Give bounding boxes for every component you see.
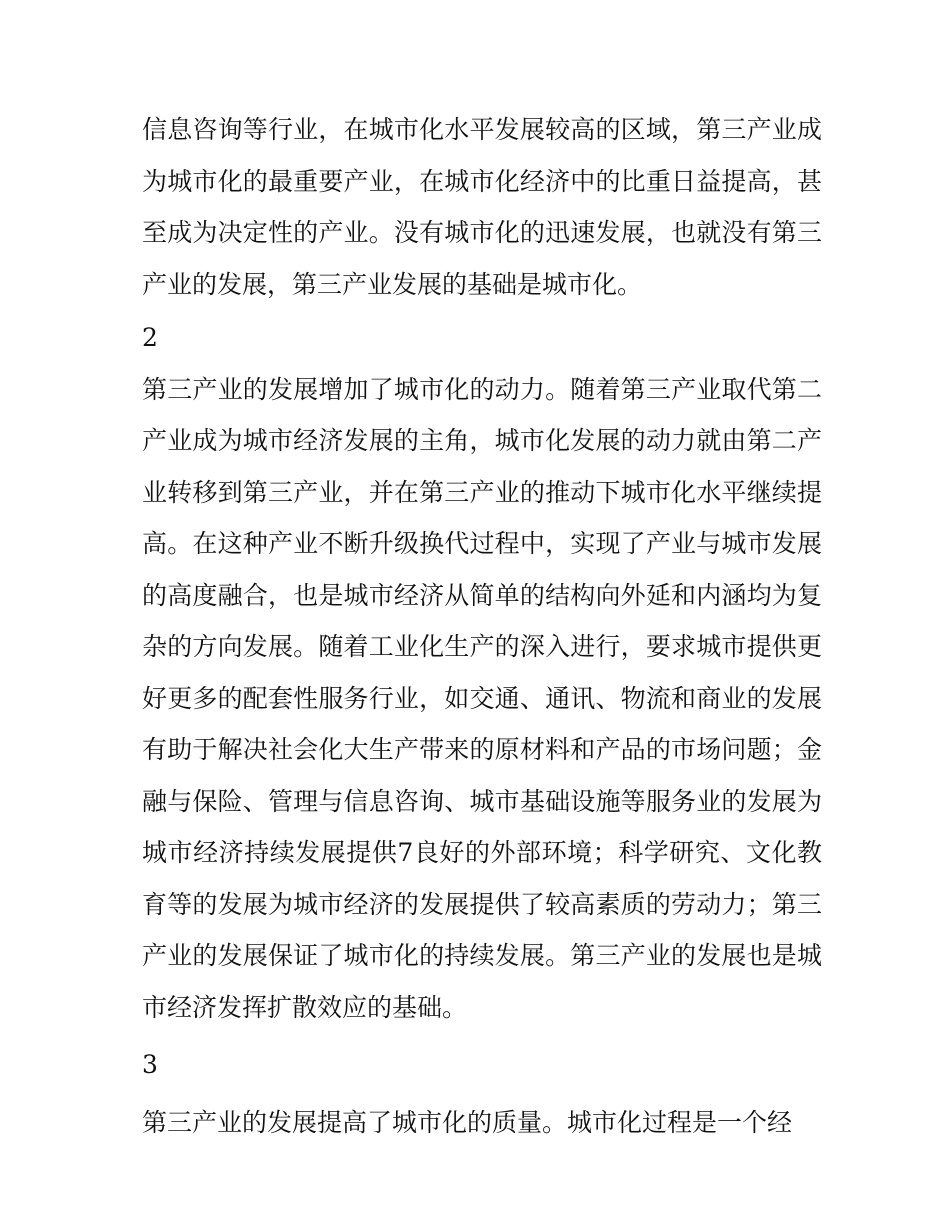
section-number-3: 3 [142,1050,158,1079]
paragraph-intro: 信息咨询等行业，在城市化水平发展较高的区域，第三产业成为城市化的最重要产业，在城市化经济中的比重日益提高，甚至成为决定性的产业。没有城市化的迅速发展，也就没有第三产业的发展，第三产业发展的基础是城市化。 [142,115,822,299]
section-number-2: 2 [142,323,158,352]
paragraph-section-3: 第三产业的发展提高了城市化的质量。城市化过程是一个经 [142,1107,793,1137]
document-page [142,104,822,1148]
paragraph-section-2: 第三产业的发展增加了城市化的动力。随着第三产业取代第二产业成为城市经济发展的主角，城市化发展的动力就由第二产业转移到第三产业，并在第三产业的推动下城市化水平继续提高。在这种产业不断升级换代过程中，实现了产业与城市发展的高度融合，也是城市经济从简单的结构向外延和内涵均为复杂的方向发展。随着工业化生产的深入进行，要求城市提供更好更多的配套性服务行业，如交通、通讯、物流和商业的发展有助于解决社会化大生产带来的原材料和产品的市场问题；金融与保险、管理与信息咨询、城市基础设施等服务业的发展为城市经济持续发展提供7良好的外部环境；科学研究、文化教育等的发展为城市经济的发展提供了较高素质的劳动力；第三产业的发展保证了城市化的持续发展。第三产业的发展也是城市经济发挥扩散效应的基础。 [142,374,822,1022]
